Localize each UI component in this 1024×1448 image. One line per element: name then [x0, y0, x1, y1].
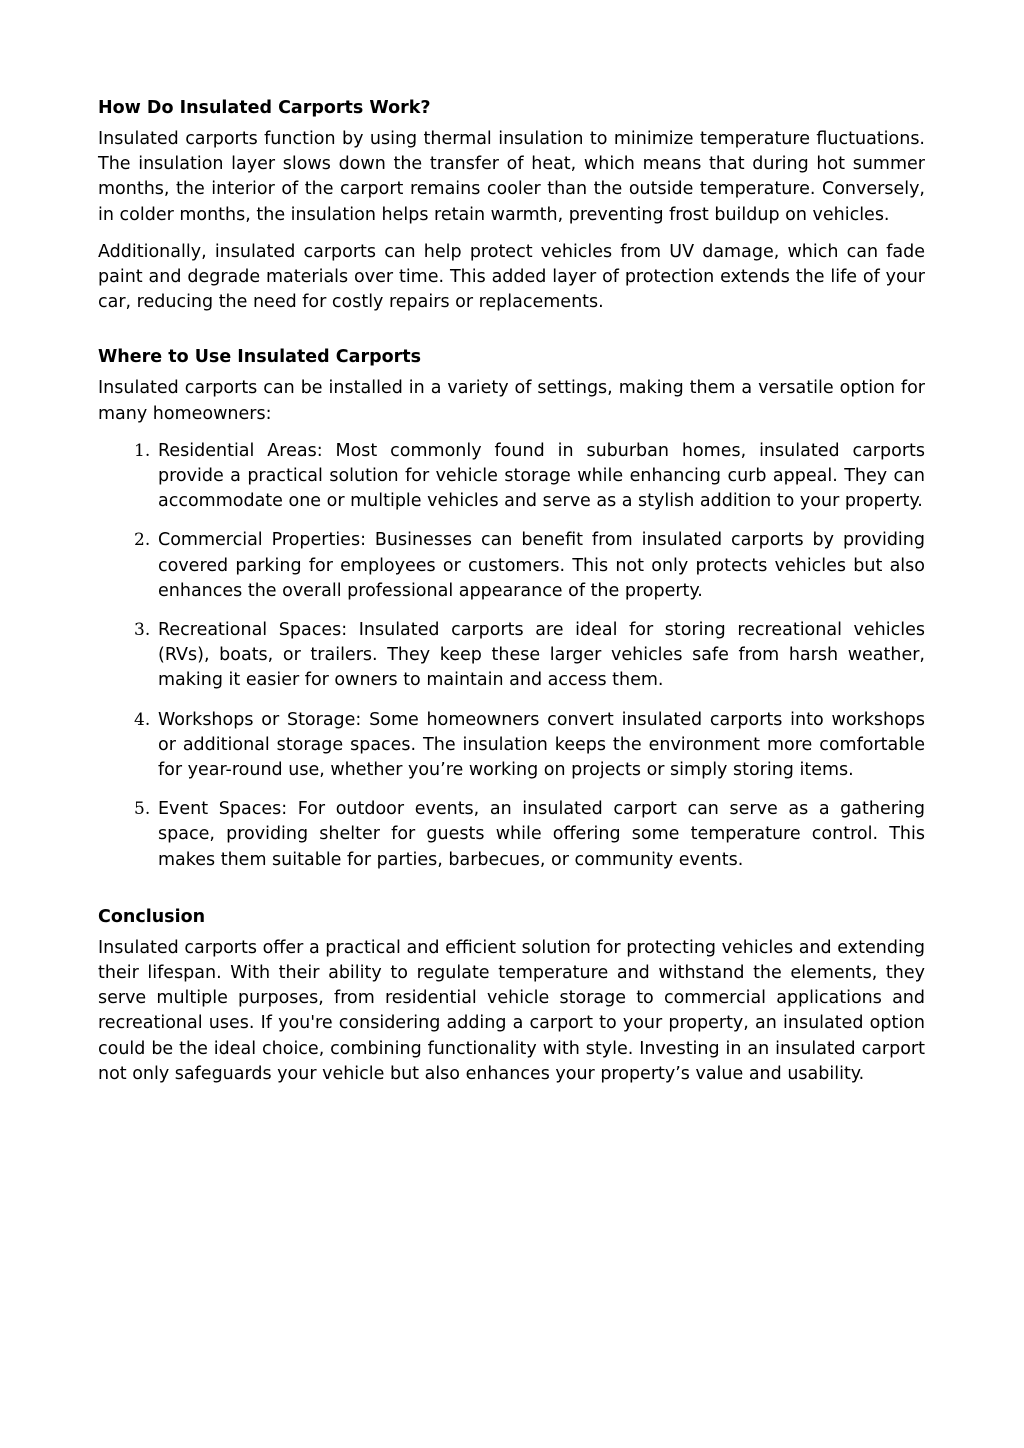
section-spacer: [98, 887, 925, 905]
list-item: [98, 708, 925, 784]
section-conclusion: [98, 905, 925, 1087]
list-number: 4.: [134, 709, 151, 730]
list-item: [98, 439, 925, 515]
paragraph: Additionally, insulated carports can help protect vehicles from UV damage, which can fade paint and degrade materials over time. This added layer of protection extends the life of your car, reducing the need for costly repairs or replacements.: [98, 241, 925, 313]
paragraph: Insulated carports offer a practical and efficient solution for protecting vehicles and extending their lifespan. With their ability to regulate temperature and withstand the elements, they serve multiple purposes, from residential vehicle storage to commercial applications and recreational uses. If you're considering adding a carport to your property, an insulated option could be the ideal choice, combining functionality with style. Investing in an insulated carport not only safeguards your vehicle but also enhances your property’s value and usability.: [98, 937, 925, 1084]
section-spacer: [98, 327, 925, 345]
section-how-it-works: [98, 96, 925, 315]
list-item: [98, 618, 925, 694]
numbered-list: [98, 439, 925, 873]
list-number: 1.: [134, 440, 151, 461]
list-item-text: Residential Areas: Most commonly found in suburban homes, insulated carports provide a practical solution for vehicle storage while enhancing curb appeal. They can accommodate one or multiple vehicles and serve as a stylish addition to your property.: [158, 440, 925, 512]
list-item-text: Recreational Spaces: Insulated carports are ideal for storing recreational vehicles (RVs), boats, or trailers. They keep these larger vehicles safe from harsh weather, making it easier for owners to maintain and access them.: [158, 620, 925, 691]
list-item: [98, 797, 925, 873]
section-heading: Conclusion: [98, 906, 206, 927]
list-number: 2.: [134, 530, 151, 551]
section-heading: Where to Use Insulated Carports: [98, 347, 422, 368]
section-heading: How Do Insulated Carports Work?: [98, 98, 431, 118]
paragraph: Insulated carports can be installed in a variety of settings, making them a versatile option for many homeowners:: [98, 378, 925, 424]
paragraph: Insulated carports function by using thermal insulation to minimize temperature fluctuations. The insulation layer slows down the transfer of heat, which means that during hot summer months, the interior of the carport remains cooler than the outside temperature. Conversely, in colder months, the insulation helps retain warmth, preventing frost buildup on vehicles.: [98, 129, 925, 225]
list-item-text: Commercial Properties: Businesses can benefit from insulated carports by providing covered parking for employees or customers. This not only protects vehicles but also enhances the overall professional appearance of the property.: [158, 530, 925, 601]
document-page: [98, 96, 925, 1099]
list-item-text: Event Spaces: For outdoor events, an insulated carport can serve as a gathering space, providing shelter for guests while offering some temperature control. This makes them suitable for parties, barbecues, or community events.: [158, 799, 925, 870]
list-item-text: Workshops or Storage: Some homeowners convert insulated carports into workshops or additional storage spaces. The insulation keeps the environment more comfortable for year-round use, whether you’re working on projects or simply storing items.: [158, 709, 925, 781]
list-number: 3.: [134, 620, 151, 641]
list-number: 5.: [134, 799, 151, 820]
section-where-to-use: [98, 345, 925, 872]
list-item: [98, 528, 925, 604]
